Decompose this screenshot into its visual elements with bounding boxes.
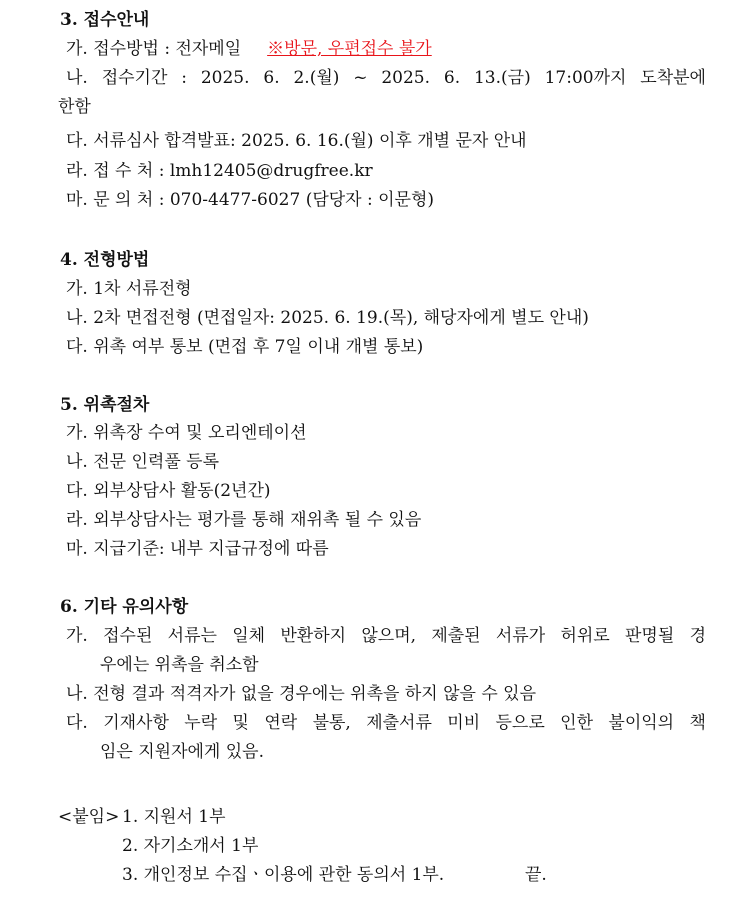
notice-1-line1: 가. 접수된 서류는 일체 반환하지 않으며, 제출된 서류가 허위로 판명될 경 xyxy=(66,626,706,646)
list-item: 나. 전문 인력풀 등록 xyxy=(66,452,219,472)
list-item: 가. 위촉장 수여 및 오리엔테이션 xyxy=(66,423,307,443)
attachment-label: <붙임> xyxy=(58,807,120,827)
notice-1-line2: 우에는 위촉을 취소함 xyxy=(100,655,259,675)
list-item: 나. 2차 면접전형 (면접일자: 2025. 6. 19.(목), 해당자에게 별도 안내) xyxy=(66,308,589,328)
end-mark: 끝. xyxy=(525,865,547,885)
list-item: 라. 외부상담사는 평가를 통해 재위촉 될 수 있음 xyxy=(66,510,422,530)
list-item: 가. 1차 서류전형 xyxy=(66,279,192,299)
section-5-title: 5. 위촉절차 xyxy=(60,395,150,415)
screening-announcement: 다. 서류심사 합격발표: 2025. 6. 16.(월) 이후 개별 문자 안내 xyxy=(66,131,527,151)
section-4-title: 4. 전형방법 xyxy=(60,250,150,270)
section-3-title: 3. 접수안내 xyxy=(60,10,150,30)
receipt-method-label: 가. 접수방법 : 전자메일 xyxy=(66,39,242,59)
receipt-method xyxy=(66,38,432,60)
list-item: 다. 외부상담사 활동(2년간) xyxy=(66,481,271,501)
attachment-item: 3. 개인정보 수집ㆍ이용에 관한 동의서 1부. xyxy=(122,865,445,885)
list-item: 다. 위촉 여부 통보 (면접 후 7일 이내 개별 통보) xyxy=(66,337,424,357)
notice-3-line1: 다. 기재사항 누락 및 연락 불통, 제출서류 미비 등으로 인한 불이익의 책 xyxy=(66,713,706,733)
notice-2: 나. 전형 결과 적격자가 없을 경우에는 위촉을 하지 않을 수 있음 xyxy=(66,684,536,704)
inquiry-contact: 마. 문 의 처 : 070-4477-6027 (담당자 : 이문형) xyxy=(66,190,435,210)
receipt-period-line1: 나. 접수기간 : 2025. 6. 2.(월) ~ 2025. 6. 13.(금) 17:00까지 도착분에 xyxy=(66,68,706,88)
receipt-email: 라. 접 수 처 : lmh12405@drugfree.kr xyxy=(66,161,373,181)
no-visit-mail-notice: ※방문, 우편접수 불가 xyxy=(267,39,432,59)
receipt-period-line2: 한함 xyxy=(58,97,91,117)
attachment-item: 1. 지원서 1부 xyxy=(122,807,226,827)
attachment-item: 2. 자기소개서 1부 xyxy=(122,836,259,856)
notice-3-line2: 임은 지원자에게 있음. xyxy=(100,742,265,762)
list-item: 마. 지급기준: 내부 지급규정에 따름 xyxy=(66,539,329,559)
section-6-title: 6. 기타 유의사항 xyxy=(60,597,189,617)
